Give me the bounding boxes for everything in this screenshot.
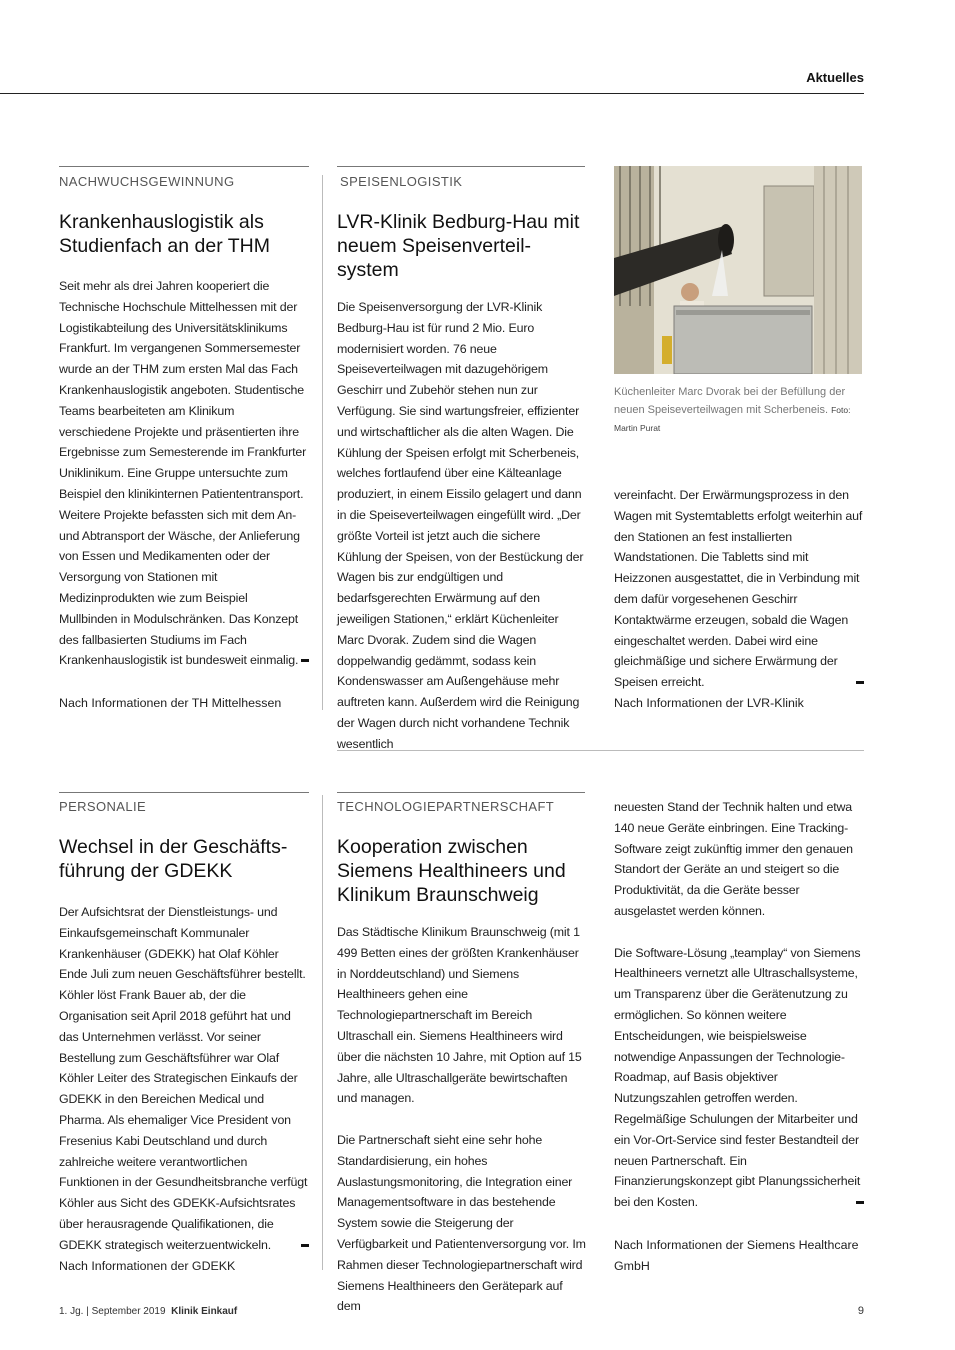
article-title: LVR-Klinik Bedburg-Hau mit neuem Speisenverteil-system <box>337 211 580 281</box>
article-rule <box>337 166 585 167</box>
photo-credit: Foto: Martin Purat <box>614 405 851 433</box>
article-rule <box>337 792 585 793</box>
article-body: Seit mehr als drei Jahren kooperiert die Technische Hochschule Mittelhessen mit der Logistikabteilung des Universitätsklinikums Frankfurt. Im vergangenen Sommersemester wurde an der THM zum ersten Mal das Fach Krankenhauslogistik angeboten. Studentische Teams bearbeiteten am Klinikum verschiedene Projekte und präsentierten ihre Ergebnisse zum Semesterende im Frankfurter Uniklinikum. Eine Gruppe untersuchte zum Beispiel den klinikinternen Patiententransport. Weitere Projekte befassten sich mit dem An- und Abtransport der Wäsche, der Anlieferung von Essen und Medikamenten oder der Versorgung von Stationen mit Medizinprodukten wie zum Beispiel Mullbinden in Modulschränken. Das Konzept des fallbasierten Studiums im Fach Krankenhauslogistik ist bundesweit einmalig. <box>59 276 309 671</box>
article-source: Nach Informationen der GDEKK <box>59 1259 236 1273</box>
kitchen-photo <box>614 166 862 374</box>
end-mark <box>856 681 864 684</box>
article-kicker: SPEISENLOGISTIK <box>340 174 463 189</box>
article-body-continued: vereinfacht. Der Erwärmungsprozess in den Wagen mit Systemtabletts erfolgt weiterhin auf den Stationen an fest installierten Wandstationen. Die Tabletts sind mit Heizzonen ausgestattet, die in Verbindung mit dem dafür vorgesehenen Geschirr Kontaktwärme erzeugen, sobald die Wagen eingeschaltet werden. Dabei wird eine gleichmäßige und sichere Erwärmung der Speisen erreicht. <box>614 488 863 690</box>
kitchen-photo-image <box>614 166 862 374</box>
article-title: Krankenhauslogistik als Studienfach an der THM <box>59 211 271 257</box>
article-body-continued: neuesten Stand der Technik halten und etwa 140 neue Geräte einbringen. Eine Tracking-Software zeigt zukünftig immer den genauen Standort der Geräte an und steigert so die Produktivität, da die Geräte besser ausgelastet werden können. Die Software-Lösung „teamplay“ von Siemens Healthineers vernetzt alle Ultraschallsysteme, um Transparenz über die Gerätenutzung zu ermöglichen. So können weitere Entscheidungen, wie beispielsweise notwendige Anpassungen der Technologie-Roadmap, auf Basis objektiver Nutzungszahlen getroffen werden. Regelmäßige Schulungen der Mitarbeiter und ein Vor-Ort-Service sind fester Bestandteil der neuen Partnerschaft. Ein Finanzierungskonzept gibt Planungssicherheit bei den Kosten. <box>614 797 864 1213</box>
article-source: Nach Informationen der Siemens Healthcare GmbH <box>614 1238 859 1273</box>
article-source: Nach Informationen der TH Mittelhessen <box>59 696 282 710</box>
article-title: Wechsel in der Geschäfts-führung der GDEKK <box>59 836 288 882</box>
article-title: Kooperation zwischen Siemens Healthineers und Klinikum Braunschweig <box>337 836 566 906</box>
article-rule <box>59 166 309 167</box>
page-number: 9 <box>857 1305 864 1317</box>
end-mark <box>856 1201 864 1204</box>
column-divider <box>322 795 323 1270</box>
end-mark <box>301 659 309 662</box>
header-rule <box>0 93 864 94</box>
end-mark <box>301 1244 309 1247</box>
article-body: Der Aufsichtsrat der Dienstleistungs- und Einkaufsgemeinschaft Kommunaler Krankenhäuser (GDEKK) hat Olaf Köhler Ende Juli zum neuen Geschäftsführer bestellt. Köhler löst Frank Bauer ab, der die Organisation seit April 2018 geführt hat und das Unternehmen verlässt. Vor seiner Bestellung zum Geschäftsführer war Olaf Köhler Leiter des Strategischen Einkaufs der GDEKK in den Bereichen Medical und Pharma. Als ehemaliger Vice President von Fresenius Kabi Deutschland und durch zahlreiche weitere verantwortlichen Funktionen in der Gesundheitsbranche verfügt Köhler aus Sicht des GDEKK-Aufsichtsrates über herausragende Qualifikationen, die GDEKK strategisch weiterzuentwickeln. <box>59 905 308 1252</box>
section-header: Aktuelles <box>806 70 864 85</box>
article-body: Die Speisenversorgung der LVR-Klinik Bedburg-Hau ist für rund 2 Mio. Euro modernisiert worden. 76 neue Speiseverteilwagen mit dazugehörigem Geschirr und Zubehör stehen nun zur Verfügung. Sie sind wartungsfreier, effizienter und wirtschaftlicher als die alten Wagen. Die Kühlung der Speisen erfolgt mit Scherbeneis, welches fortlaufend über eine Kälteanlage produziert, in einem Eissilo gelagert und dann in die Speiseverteilwagen eingefüllt wird. „Der größte Vorteil ist jetzt auch die sichere Kühlung der Speisen, von der Bestückung der Wagen bis zur endgültigen und bedarfsgerechten Erwärmung auf den jeweiligen Stationen,“ erklärt Küchenleiter Marc Dvorak. Zudem sind die Wagen doppelwandig gedämmt, sodass kein Kondenswasser am Außengehäuse mehr auftreten kann. Außerdem wird die Reinigung der Wagen durch nicht vorhandene Technik wesentlich <box>337 300 584 751</box>
article-kicker: NACHWUCHSGEWINNUNG <box>59 174 235 189</box>
article-rule <box>59 792 309 793</box>
column-divider <box>322 175 323 710</box>
article-body: Das Städtische Klinikum Braunschweig (mit 1 499 Betten eines der größten Krankenhäuser in Norddeutschland) und Siemens Healthineers gehen eine Technologiepartnerschaft im Bereich Ultraschall ein. Siemens Healthineers wird über die nächsten 10 Jahre, mit Option auf 15 Jahre, alle Ultraschallgeräte bewirtschaften und managen. Die Partnerschaft sieht eine sehr hohe Standardisierung, ein hohes Auslastungsmonitoring, die Integration einer Managementsoftware in das bestehende System sowie die Steigerung der Verfügbarkeit und Patientenversorgung vor. Im Rahmen dieser Technologiepartnerschaft wird Siemens Healthineers den Gerätepark auf dem <box>337 925 586 1314</box>
footer-issue: 1. Jg. | September 2019 Klinik Einkauf <box>59 1306 238 1317</box>
article-source: Nach Informationen der LVR-Klinik <box>614 696 804 710</box>
photo-caption: Küchenleiter Marc Dvorak bei der Befüllung der neuen Speiseverteilwagen mit Scherbeneis. Foto: Martin Purat <box>614 386 851 433</box>
article-kicker: TECHNOLOGIEPARTNERSCHAFT <box>337 799 555 814</box>
footer-magazine: Klinik Einkauf <box>171 1306 238 1317</box>
article-kicker: PERSONALIE <box>59 799 147 814</box>
